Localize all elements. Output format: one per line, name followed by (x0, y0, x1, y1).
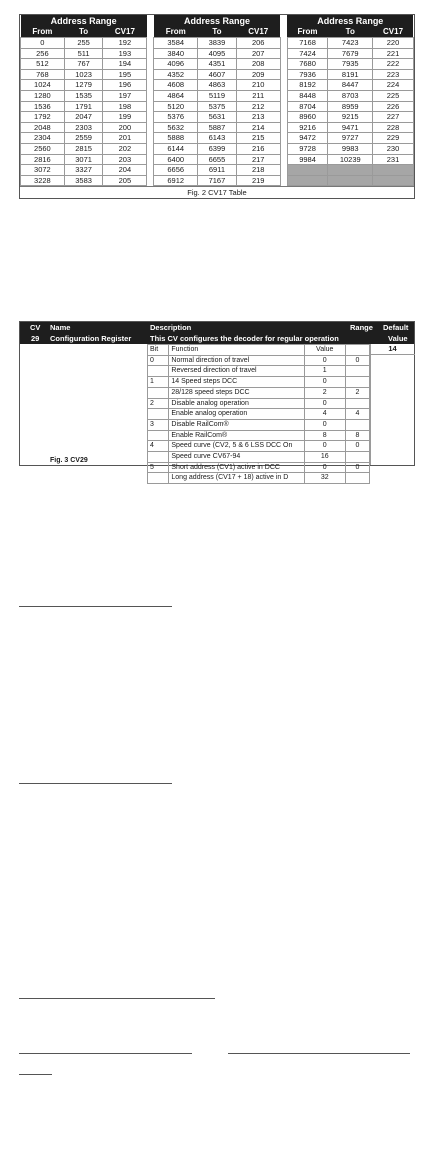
table-cell (345, 398, 369, 409)
table-cell: 219 (236, 175, 280, 186)
table-cell: 0 (304, 462, 345, 473)
table-cell: 228 (373, 122, 414, 133)
table-row (154, 38, 280, 49)
table-row (287, 69, 413, 80)
table-cell: 4 (148, 441, 169, 452)
table-cell (328, 175, 373, 186)
table-row (21, 101, 147, 112)
table-cell: 256 (21, 48, 65, 59)
table-cell: 224 (373, 80, 414, 91)
table-row (21, 154, 147, 165)
table-cell: 9471 (328, 122, 373, 133)
table-cell: 4 (304, 409, 345, 420)
table-cell: 213 (236, 112, 280, 123)
table-cell (345, 366, 369, 377)
table-row (287, 90, 413, 101)
default-value: 14 (370, 344, 415, 355)
table-cell (373, 175, 414, 186)
table-cell: 6143 (198, 133, 237, 144)
table-cell: 6144 (154, 143, 198, 154)
table-cell: 1792 (21, 112, 65, 123)
table-row (287, 38, 413, 49)
table-cell: 230 (373, 143, 414, 154)
table-cell: 0 (345, 441, 369, 452)
table-cell: 4351 (198, 59, 237, 70)
blank-line (19, 1053, 192, 1054)
table-cell: 198 (103, 101, 147, 112)
table-cell: 194 (103, 59, 147, 70)
table-cell (287, 175, 328, 186)
table-cell: 1024 (21, 80, 65, 91)
table-cell: 28/128 speed steps DCC (169, 387, 304, 398)
table-cell: 4 (345, 409, 369, 420)
table-cell (345, 377, 369, 388)
table-cell: 8703 (328, 90, 373, 101)
table-cell: 217 (236, 154, 280, 165)
table-cell: 4864 (154, 90, 198, 101)
table-cell (373, 165, 414, 176)
table-cell: 1023 (64, 69, 103, 80)
table-cell: 5888 (154, 133, 198, 144)
table-cell: 9983 (328, 143, 373, 154)
table-cell: 225 (373, 90, 414, 101)
table-row (148, 441, 370, 452)
table-row (154, 175, 280, 186)
table-row (148, 430, 370, 441)
table-row (154, 48, 280, 59)
column-header: Value (304, 345, 345, 356)
table-cell: 202 (103, 143, 147, 154)
table-cell: 7936 (287, 69, 328, 80)
table-cell: 226 (373, 101, 414, 112)
table-cell: 4352 (154, 69, 198, 80)
table-cell: 0 (304, 441, 345, 452)
table-cell: Short address (CV1) active in DCC (169, 462, 304, 473)
table-row (21, 59, 147, 70)
table-row (21, 38, 147, 49)
address-range-title: Address Range (287, 15, 413, 27)
table-cell: 7167 (198, 175, 237, 186)
table-cell: 6399 (198, 143, 237, 154)
cv17-caption: Fig. 2 CV17 Table (20, 186, 414, 198)
table-cell: 9727 (328, 133, 373, 144)
table-row (287, 122, 413, 133)
table-row (148, 398, 370, 409)
table-cell: 210 (236, 80, 280, 91)
table-row (148, 452, 370, 463)
table-cell: 0 (148, 355, 169, 366)
table-cell: 5119 (198, 90, 237, 101)
table-cell: 7424 (287, 48, 328, 59)
table-cell: 5632 (154, 122, 198, 133)
table-cell: Reversed direction of travel (169, 366, 304, 377)
table-row (154, 69, 280, 80)
table-row (21, 143, 147, 154)
table-cell: 0 (21, 38, 65, 49)
table-row (21, 80, 147, 91)
table-cell: 1279 (64, 80, 103, 91)
range-column-header: Range (350, 323, 373, 332)
cv-number: 29 (31, 334, 40, 343)
table-cell: 9216 (287, 122, 328, 133)
column-header: To (64, 27, 103, 38)
table-cell: 3072 (21, 165, 65, 176)
column-divider (370, 344, 371, 465)
table-cell: 0 (304, 419, 345, 430)
cv17-block (287, 15, 414, 186)
default-value-header: Value (388, 334, 408, 343)
column-header (345, 345, 369, 356)
table-row (287, 165, 413, 176)
table-cell: 511 (64, 48, 103, 59)
table-cell: 5376 (154, 112, 198, 123)
table-cell: 1 (304, 366, 345, 377)
table-cell: 3584 (154, 38, 198, 49)
table-row (154, 154, 280, 165)
column-header: CV17 (236, 27, 280, 38)
table-cell: 2048 (21, 122, 65, 133)
table-cell (148, 366, 169, 377)
column-header: From (154, 27, 198, 38)
cv29-bit-table (147, 344, 370, 484)
table-cell: 2559 (64, 133, 103, 144)
table-cell: 223 (373, 69, 414, 80)
table-cell: 5120 (154, 101, 198, 112)
table-cell: 201 (103, 133, 147, 144)
address-range-title: Address Range (154, 15, 280, 27)
table-cell: 8704 (287, 101, 328, 112)
table-cell: 6400 (154, 154, 198, 165)
table-cell: Normal direction of travel (169, 355, 304, 366)
table-cell (148, 387, 169, 398)
table-row (154, 101, 280, 112)
table-cell (148, 430, 169, 441)
blank-line (19, 606, 172, 607)
table-cell: 512 (21, 59, 65, 70)
table-cell (148, 409, 169, 420)
blank-line (228, 1053, 410, 1054)
table-cell: 10239 (328, 154, 373, 165)
table-cell: 14 Speed steps DCC (169, 377, 304, 388)
table-cell: 5887 (198, 122, 237, 133)
table-cell: 8 (345, 430, 369, 441)
table-cell: 8960 (287, 112, 328, 123)
table-cell: 16 (304, 452, 345, 463)
table-cell: 211 (236, 90, 280, 101)
table-cell: 1791 (64, 101, 103, 112)
register-description: This CV configures the decoder for regular operation (150, 334, 339, 343)
table-row (21, 175, 147, 186)
table-cell: 9984 (287, 154, 328, 165)
table-cell: 221 (373, 48, 414, 59)
table-cell: 1536 (21, 101, 65, 112)
table-cell: Enable analog operation (169, 409, 304, 420)
table-row (287, 133, 413, 144)
table-cell: 2 (148, 398, 169, 409)
cv29-caption: Fig. 3 CV29 (50, 457, 88, 464)
table-row (287, 112, 413, 123)
column-header: To (328, 27, 373, 38)
table-cell: Long address (CV17 + 18) active in D (169, 473, 304, 484)
table-cell: 0 (304, 398, 345, 409)
table-cell: 1280 (21, 90, 65, 101)
cv-column-header: CV (30, 323, 41, 332)
table-cell: 229 (373, 133, 414, 144)
table-cell: 231 (373, 154, 414, 165)
description-column-header: Description (150, 323, 192, 332)
table-row (154, 165, 280, 176)
table-cell: 205 (103, 175, 147, 186)
table-cell: 767 (64, 59, 103, 70)
table-cell: 206 (236, 38, 280, 49)
table-cell: 6656 (154, 165, 198, 176)
table-cell: Speed curve (CV2, 5 & 6 LSS DCC On (169, 441, 304, 452)
table-cell (345, 419, 369, 430)
blank-line (19, 1074, 52, 1075)
column-header: CV17 (103, 27, 147, 38)
table-cell: 218 (236, 165, 280, 176)
table-row (21, 48, 147, 59)
table-cell: 7679 (328, 48, 373, 59)
table-cell: 8 (304, 430, 345, 441)
column-header: Bit (148, 345, 169, 356)
table-row (148, 419, 370, 430)
cv17-block (153, 15, 280, 186)
column-header: Function (169, 345, 304, 356)
table-cell: 3228 (21, 175, 65, 186)
table-cell: 192 (103, 38, 147, 49)
default-column-header: Default (383, 323, 409, 332)
table-cell: 2815 (64, 143, 103, 154)
table-cell (345, 473, 369, 484)
column-header: To (198, 27, 237, 38)
table-cell: 9472 (287, 133, 328, 144)
table-cell: 8447 (328, 80, 373, 91)
table-cell: 200 (103, 122, 147, 133)
table-cell: 3071 (64, 154, 103, 165)
table-row (287, 101, 413, 112)
table-cell: 0 (304, 377, 345, 388)
table-cell: 193 (103, 48, 147, 59)
table-cell: Enable RailCom® (169, 430, 304, 441)
table-cell: 2 (345, 387, 369, 398)
table-cell: 222 (373, 59, 414, 70)
table-cell: 4095 (198, 48, 237, 59)
table-row (154, 143, 280, 154)
cv29-header-row (20, 322, 414, 334)
table-row (148, 387, 370, 398)
table-cell: 4096 (154, 59, 198, 70)
table-row (21, 133, 147, 144)
table-cell: 207 (236, 48, 280, 59)
table-cell: 197 (103, 90, 147, 101)
table-cell: 4608 (154, 80, 198, 91)
table-cell: 7680 (287, 59, 328, 70)
table-cell: 195 (103, 69, 147, 80)
table-row (287, 154, 413, 165)
cv17-blocks (20, 15, 414, 186)
table-row (21, 69, 147, 80)
table-row (154, 90, 280, 101)
table-cell (287, 165, 328, 176)
table-cell: 3583 (64, 175, 103, 186)
table-cell: 227 (373, 112, 414, 123)
table-cell: 7423 (328, 38, 373, 49)
table-cell: 6655 (198, 154, 237, 165)
table-cell: 2 (304, 387, 345, 398)
table-cell: 215 (236, 133, 280, 144)
table-cell: 208 (236, 59, 280, 70)
table-row (287, 59, 413, 70)
table-row (154, 133, 280, 144)
address-range-title: Address Range (21, 15, 147, 27)
table-cell (148, 452, 169, 463)
table-cell: 8191 (328, 69, 373, 80)
table-cell: 5375 (198, 101, 237, 112)
table-row (154, 59, 280, 70)
table-cell: 7935 (328, 59, 373, 70)
table-cell: 3840 (154, 48, 198, 59)
table-cell: 7168 (287, 38, 328, 49)
table-cell: 2560 (21, 143, 65, 154)
table-cell: 6911 (198, 165, 237, 176)
table-row (148, 366, 370, 377)
cv17-table (19, 14, 415, 199)
table-cell: 5 (148, 462, 169, 473)
table-row (21, 112, 147, 123)
table-cell: 212 (236, 101, 280, 112)
table-cell: 4607 (198, 69, 237, 80)
table-cell: 768 (21, 69, 65, 80)
table-row (148, 355, 370, 366)
column-header: From (287, 27, 328, 38)
table-row (148, 462, 370, 473)
table-row (287, 143, 413, 154)
table-row (148, 473, 370, 484)
blank-line (19, 998, 215, 999)
table-cell: 5631 (198, 112, 237, 123)
table-cell: 199 (103, 112, 147, 123)
table-row (21, 90, 147, 101)
table-cell: 2047 (64, 112, 103, 123)
table-cell (328, 165, 373, 176)
table-cell: 196 (103, 80, 147, 91)
column-header: CV17 (373, 27, 414, 38)
table-cell: 220 (373, 38, 414, 49)
cv17-block (20, 15, 147, 186)
table-cell: 0 (345, 462, 369, 473)
blank-line (19, 783, 172, 784)
table-cell: Speed curve CV67-94 (169, 452, 304, 463)
table-row (154, 112, 280, 123)
table-cell: 0 (304, 355, 345, 366)
table-cell: Disable RailCom® (169, 419, 304, 430)
table-cell: 8959 (328, 101, 373, 112)
table-row (154, 80, 280, 91)
cv29-register-row (20, 334, 414, 344)
table-cell (345, 452, 369, 463)
table-cell: 3 (148, 419, 169, 430)
table-row (148, 377, 370, 388)
table-cell: 3327 (64, 165, 103, 176)
table-cell: 0 (345, 355, 369, 366)
table-cell: Disable analog operation (169, 398, 304, 409)
table-cell: 8448 (287, 90, 328, 101)
table-cell: 32 (304, 473, 345, 484)
name-column-header: Name (50, 323, 71, 332)
table-cell: 1 (148, 377, 169, 388)
table-row (287, 48, 413, 59)
table-cell: 9215 (328, 112, 373, 123)
table-cell: 2303 (64, 122, 103, 133)
table-row (287, 175, 413, 186)
table-cell: 4863 (198, 80, 237, 91)
table-cell: 255 (64, 38, 103, 49)
cv29-table (19, 321, 415, 482)
table-cell: 216 (236, 143, 280, 154)
table-cell: 204 (103, 165, 147, 176)
table-cell: 1535 (64, 90, 103, 101)
register-name: Configuration Register (50, 334, 132, 343)
table-cell: 203 (103, 154, 147, 165)
table-row (21, 165, 147, 176)
table-cell: 6912 (154, 175, 198, 186)
table-cell: 8192 (287, 80, 328, 91)
table-cell: 3839 (198, 38, 237, 49)
table-row (287, 80, 413, 91)
table-row (148, 409, 370, 420)
bit-table-header (148, 345, 370, 356)
table-cell: 214 (236, 122, 280, 133)
table-cell: 9728 (287, 143, 328, 154)
column-header: From (21, 27, 65, 38)
table-cell (148, 473, 169, 484)
table-cell: 209 (236, 69, 280, 80)
table-cell: 2816 (21, 154, 65, 165)
table-row (21, 122, 147, 133)
table-row (154, 122, 280, 133)
table-cell: 2304 (21, 133, 65, 144)
